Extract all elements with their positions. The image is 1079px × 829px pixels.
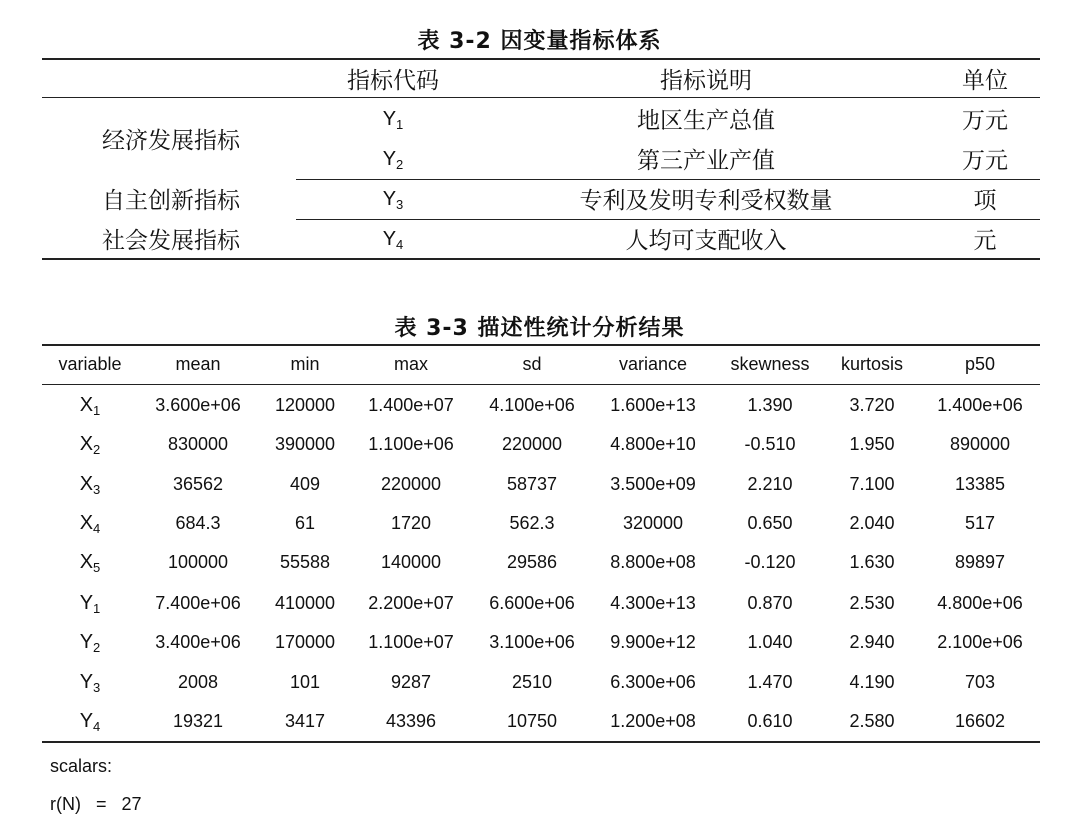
table1-section-rule [296,219,1040,220]
table2-value-cell: 830000 [167,434,229,454]
table2-value-cell: 7.100 [849,474,895,494]
table1-section-rule [296,179,1040,180]
table2-value-cell: 2510 [511,672,553,692]
table1-header-unit: 单位 [962,68,1008,94]
table-3-2-title: 表 3-2 因变量指标体系 [417,29,662,54]
table-3-3-title: 表 3-3 描述性统计分析结果 [394,316,685,341]
table2-header-rule [42,384,1040,385]
table2-value-cell: 43396 [385,711,437,731]
table2-variable-cell: $X_5$ [79,551,101,575]
table2-value-cell: 684.3 [175,513,221,533]
table2-value-cell: 2.100e+06 [937,632,1023,652]
table2-value-cell: 409 [289,474,321,494]
table1-top-rule [42,58,1040,60]
table2-value-cell: 120000 [274,395,336,415]
table2-value-cell: 1.630 [849,552,895,572]
table1-row-code: $Y_2$ [382,148,404,172]
table1-header-code: 指标代码 [347,68,439,94]
table2-value-cell: 100000 [167,552,229,572]
table2-value-cell: 2.530 [849,593,895,613]
table2-variable-cell: $Y_1$ [79,592,101,616]
table2-value-cell: 3.500e+09 [610,474,696,494]
table2-value-cell: 1.100e+06 [368,434,454,454]
table2-value-cell: 140000 [380,552,442,572]
table2-value-cell: 3.720 [849,395,895,415]
table1-row-unit: 项 [973,188,997,214]
table1-header-rule [42,97,1040,98]
table2-header-kurtosis: kurtosis [840,354,904,374]
table2-value-cell: 517 [964,513,996,533]
table2-value-cell: 320000 [622,513,684,533]
table2-header-variable: variable [58,354,122,374]
table2-value-cell: 1.470 [747,672,793,692]
table2-variable-cell: $Y_3$ [79,671,101,695]
table2-value-cell: 4.190 [849,672,895,692]
table2-value-cell: 3.400e+06 [155,632,241,652]
table1-row-code: $Y_3$ [382,188,404,212]
table1-row-code: $Y_1$ [382,108,404,132]
table2-value-cell: 1.390 [747,395,793,415]
table1-row-desc: 地区生产总值 [637,108,775,134]
table2-top-rule [42,344,1040,346]
table2-value-cell: 1.100e+07 [368,632,454,652]
table1-category-social: 社会发展指标 [102,228,240,254]
table1-row-unit: 万元 [962,108,1008,134]
table2-value-cell: 1720 [390,513,432,533]
table2-value-cell: 13385 [954,474,1006,494]
table2-value-cell: 36562 [172,474,224,494]
table2-header-skewness: skewness [730,354,810,374]
table1-category-economic: 经济发展指标 [102,128,240,154]
table2-value-cell: 2.210 [747,474,793,494]
table2-value-cell: 0.650 [747,513,793,533]
table2-value-cell: 55588 [279,552,331,572]
table2-value-cell: 7.400e+06 [155,593,241,613]
table2-variable-cell: $Y_2$ [79,631,101,655]
table2-value-cell: 1.040 [747,632,793,652]
table1-header-desc: 指标说明 [660,68,752,94]
table2-header-p50: p50 [964,354,996,374]
table2-header-sd: sd [522,354,542,374]
table1-row-unit: 元 [973,228,997,254]
table2-value-cell: 9287 [390,672,432,692]
table2-variable-cell: $X_2$ [79,433,101,457]
table2-value-cell: -0.120 [744,552,796,572]
table2-value-cell: 2008 [177,672,219,692]
table2-value-cell: 10750 [506,711,558,731]
table2-value-cell: 8.800e+08 [610,552,696,572]
table2-value-cell: 58737 [506,474,558,494]
table2-value-cell: 4.800e+10 [610,434,696,454]
table1-row-desc: 人均可支配收入 [625,228,787,254]
table1-row-desc: 专利及发明专利受权数量 [579,188,833,214]
table2-header-variance: variance [618,354,688,374]
table1-row-code: $Y_4$ [382,228,404,252]
table2-value-cell: 101 [289,672,321,692]
table2-value-cell: 3.100e+06 [489,632,575,652]
table1-bottom-rule [42,258,1040,260]
table2-value-cell: 4.800e+06 [937,593,1023,613]
table2-value-cell: 1.400e+06 [937,395,1023,415]
table2-value-cell: 390000 [274,434,336,454]
table2-value-cell: 562.3 [509,513,555,533]
table2-value-cell: 0.610 [747,711,793,731]
table2-value-cell: 29586 [506,552,558,572]
table2-value-cell: 89897 [954,552,1006,572]
table2-value-cell: 410000 [274,593,336,613]
table2-value-cell: 2.940 [849,632,895,652]
table2-value-cell: 2.200e+07 [368,593,454,613]
table2-value-cell: -0.510 [744,434,796,454]
table2-value-cell: 3.600e+06 [155,395,241,415]
table2-header-min: min [290,354,320,374]
table2-value-cell: 9.900e+12 [610,632,696,652]
table2-header-max: max [393,354,429,374]
table2-value-cell: 0.870 [747,593,793,613]
table2-value-cell: 4.100e+06 [489,395,575,415]
table2-value-cell: 1.950 [849,434,895,454]
table2-value-cell: 4.300e+13 [610,593,696,613]
table2-value-cell: 1.200e+08 [610,711,696,731]
table2-value-cell: 703 [964,672,996,692]
table2-variable-cell: $X_4$ [79,512,101,536]
table2-value-cell: 16602 [954,711,1006,731]
table1-row-unit: 万元 [962,148,1008,174]
table2-value-cell: 890000 [949,434,1011,454]
table2-value-cell: 6.600e+06 [489,593,575,613]
table2-header-mean: mean [175,354,221,374]
table2-value-cell: 6.300e+06 [610,672,696,692]
table2-variable-cell: $X_1$ [79,394,101,418]
scalars-label: scalars: [50,756,113,776]
table2-variable-cell: $X_3$ [79,473,101,497]
table2-value-cell: 3417 [284,711,326,731]
table2-value-cell: 220000 [501,434,563,454]
table1-row-desc: 第三产业产值 [637,148,775,174]
table2-value-cell: 1.600e+13 [610,395,696,415]
table2-variable-cell: $Y_4$ [79,710,101,734]
table2-bottom-rule [42,741,1040,743]
table1-category-innovation: 自主创新指标 [102,188,240,214]
table2-value-cell: 220000 [380,474,442,494]
table2-value-cell: 61 [294,513,316,533]
table2-value-cell: 19321 [172,711,224,731]
rn-value: r(N) = 27 [50,794,142,814]
table2-value-cell: 2.040 [849,513,895,533]
table2-value-cell: 170000 [274,632,336,652]
table2-value-cell: 1.400e+07 [368,395,454,415]
table2-value-cell: 2.580 [849,711,895,731]
